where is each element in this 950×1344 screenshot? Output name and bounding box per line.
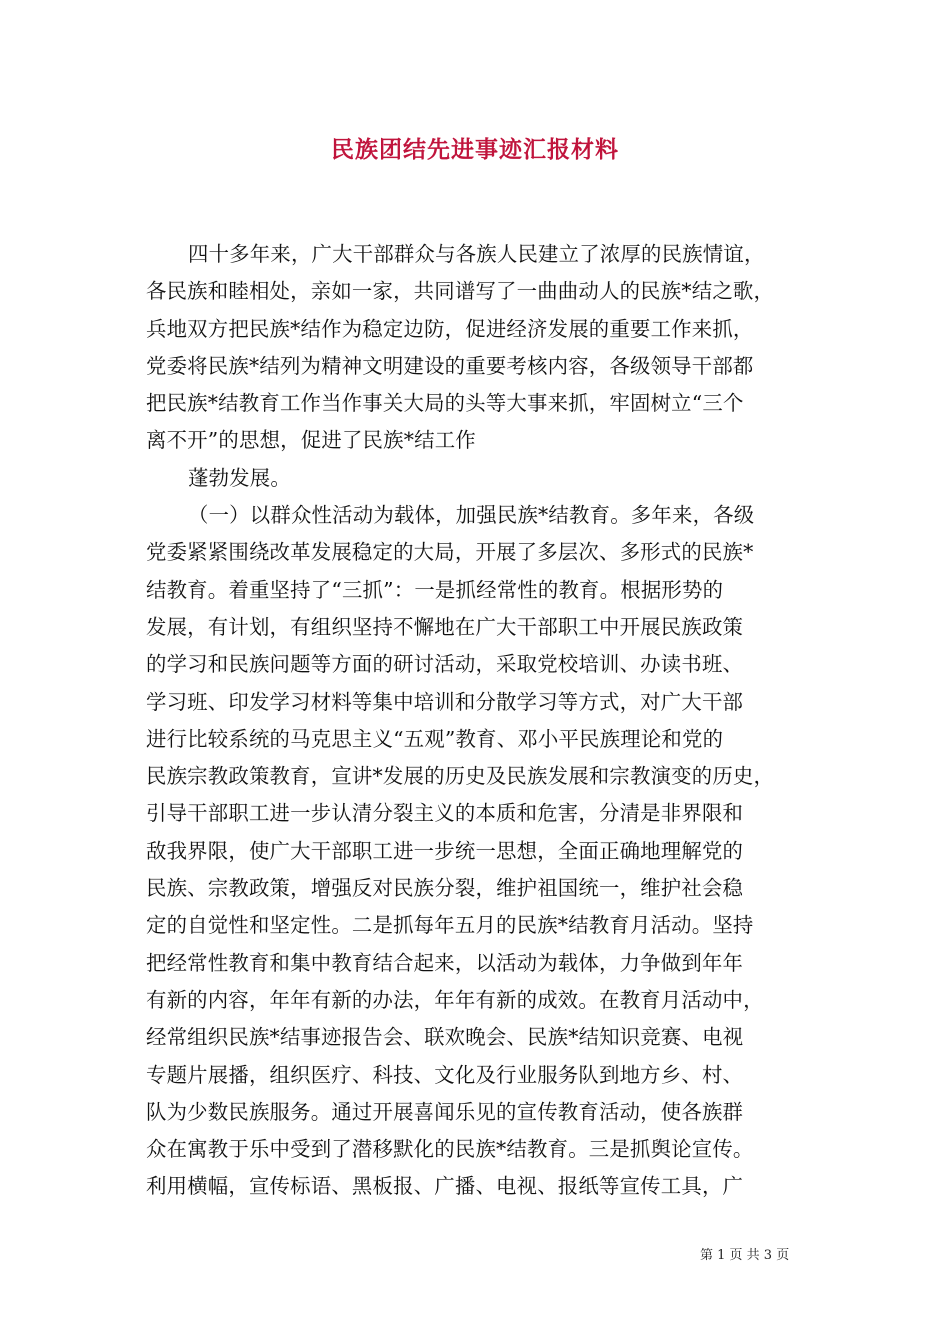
document-title: 民族团结先进事迹汇报材料: [331, 136, 619, 163]
text-line: 引导干部职工进一步认清分裂主义的本质和危害，分清是非界限和: [146, 801, 744, 826]
text-line: 把民族*结教育工作当作事关大局的头等大事来抓，牢固树立“三个: [146, 391, 744, 416]
text-line: 党委将民族*结列为精神文明建设的重要考核内容，各级领导干部都: [146, 353, 754, 378]
paragraph: [146, 236, 806, 460]
paragraph: [146, 497, 806, 1206]
text-line: 民族、宗教政策，增强反对民族分裂，维护祖国统一，维护社会稳: [146, 876, 744, 901]
text-line: 党委紧紧围绕改革发展稳定的大局，开展了多层次、多形式的民族*: [146, 540, 754, 565]
text-line: 专题片展播，组织医疗、科技、文化及行业服务队到地方乡、村、: [146, 1062, 744, 1087]
text-line: 经常组织民族*结事迹报告会、联欢晚会、民族*结知识竞赛、电视: [146, 1025, 744, 1050]
text-line: 结教育。着重坚持了“三抓”：一是抓经常性的教育。根据形势的: [146, 577, 724, 602]
text-line: 发展，有计划，有组织坚持不懈地在广大干部职工中开展民族政策: [146, 614, 744, 639]
text-line: 四十多年来，广大干部群众与各族人民建立了浓厚的民族情谊，: [188, 242, 765, 266]
page-number-footer: 第 1 页 共 3 页: [700, 1248, 790, 1263]
text-line: 利用横幅，宣传标语、黑板报、广播、电视、报纸等宣传工具，广: [146, 1174, 744, 1199]
text-line: 蓬勃发展。: [188, 465, 291, 490]
text-line: 进行比较系统的马克思主义“五观”教育、邓小平民族理论和党的: [146, 726, 724, 751]
text-line: 有新的内容，年年有新的办法，年年有新的成效。在教育月活动中，: [146, 987, 764, 1012]
text-line: 定的自觉性和坚定性。二是抓每年五月的民族*结教育月活动。坚持: [146, 913, 754, 938]
text-line: 民族宗教政策教育，宣讲*发展的历史及民族发展和宗教演变的历史，: [146, 764, 775, 789]
document-body: [146, 236, 806, 1206]
text-line: （一）以群众性活动为载体，加强民族*结教育。多年来，各级: [188, 503, 755, 528]
text-line: 众在寓教于乐中受到了潜移默化的民族*结教育。三是抓舆论宣传。: [146, 1137, 754, 1162]
text-line: 学习班、印发学习材料等集中培训和分散学习等方式，对广大干部: [146, 689, 744, 714]
text-line: 兵地双方把民族*结作为稳定边防，促进经济发展的重要工作来抓，: [146, 316, 754, 341]
text-line: 离不开”的思想，促进了民族*结工作: [146, 428, 476, 453]
text-line: 各民族和睦相处，亲如一家，共同谱写了一曲曲动人的民族*结之歌，: [146, 279, 775, 304]
text-line: 的学习和民族问题等方面的研讨活动，采取党校培训、办读书班、: [146, 652, 744, 677]
text-line: 把经常性教育和集中教育结合起来，以活动为载体，力争做到年年: [146, 950, 744, 975]
paragraph: [146, 460, 806, 497]
text-line: 敌我界限，使广大干部职工进一步统一思想，全面正确地理解党的: [146, 838, 744, 863]
text-line: 队为少数民族服务。通过开展喜闻乐见的宣传教育活动，使各族群: [146, 1099, 744, 1124]
